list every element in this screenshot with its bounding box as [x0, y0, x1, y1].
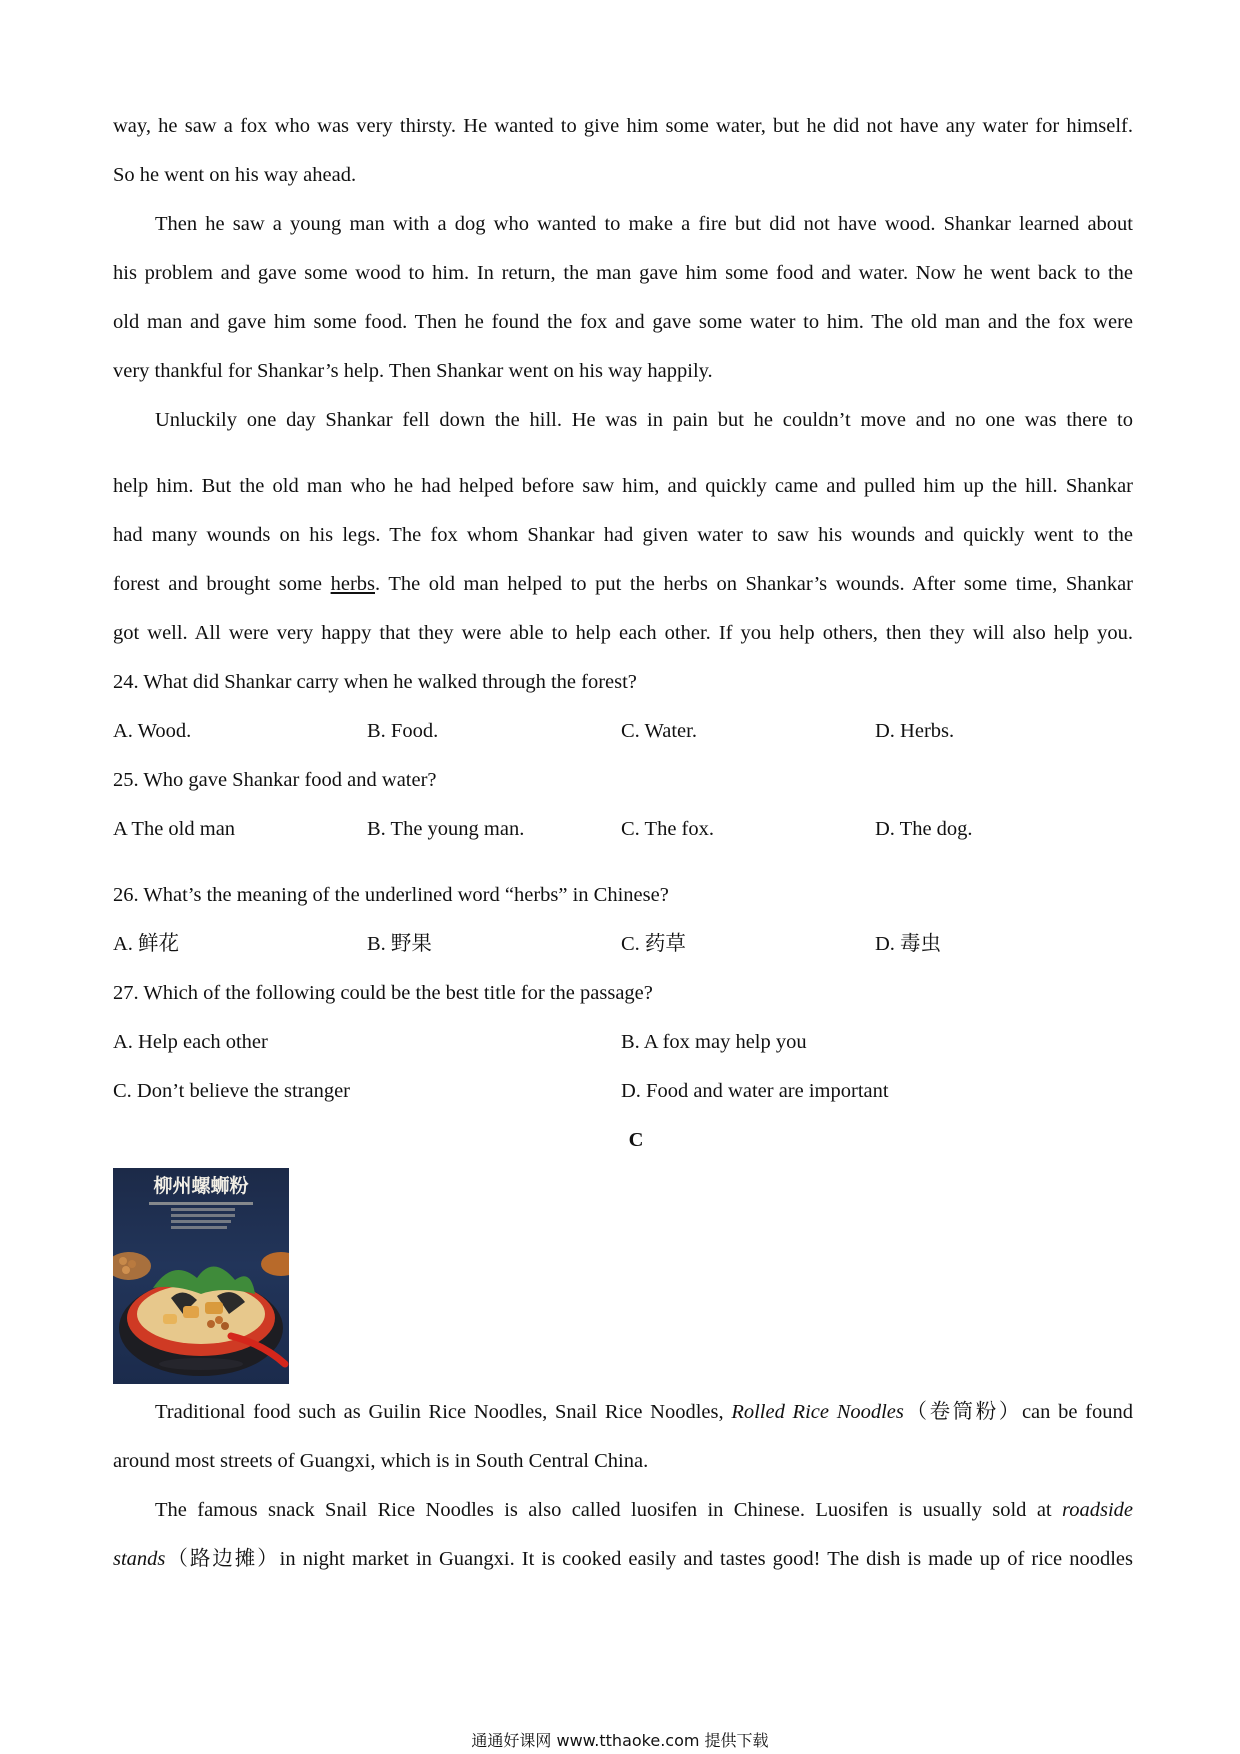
image-title-text: 柳州螺蛳粉 — [153, 1175, 249, 1197]
section-c-para2-line2 — [113, 1535, 1133, 1584]
passage-line-herbs — [113, 560, 1133, 609]
page-footer: 通通好课网 www.tthaoke.com 提供下载 — [471, 1731, 769, 1750]
para1-italic-term: Rolled Rice Noodles — [731, 1401, 904, 1423]
option-b: B. 野果 — [367, 933, 432, 955]
option-d: D. Herbs. — [875, 720, 955, 742]
question-26-options — [113, 920, 1133, 969]
passage-line: way, he saw a fox who was very thirsty. He wanted to give him some water, but he did not have any water for himself. — [113, 115, 1133, 137]
para1-text-after: （卷筒粉）can be found — [903, 1401, 1133, 1423]
underlined-word-herbs: herbs — [330, 573, 375, 595]
section-c-para1-line1 — [113, 1388, 1133, 1437]
passage-line: Then he saw a young man with a dog who wanted to make a fire but did not have wood. Shankar learned about — [155, 213, 1133, 235]
para2-italic-term: roadside — [1062, 1499, 1133, 1521]
question-27-options-row2 — [113, 1067, 1133, 1116]
question-25-options — [113, 805, 1133, 854]
question-24-options — [113, 707, 1133, 756]
option-d: D. The dog. — [875, 818, 973, 840]
option-a: A. Help each other — [113, 1031, 268, 1053]
option-c: C. 药草 — [621, 933, 686, 955]
document-content — [113, 102, 1133, 1584]
question-26-stem: 26. What’s the meaning of the underlined word “herbs” in Chinese? — [113, 884, 669, 906]
option-c: C. The fox. — [621, 818, 715, 840]
option-c: C. Water. — [621, 720, 697, 742]
option-b: B. Food. — [367, 720, 439, 742]
option-d: D. 毒虫 — [875, 933, 942, 955]
option-b: B. A fox may help you — [621, 1031, 807, 1053]
question-27-options-row1 — [113, 1018, 1133, 1067]
herbs-line-before: forest and brought some — [113, 573, 331, 595]
para2-text-after: （路边摊）in night market in Guangxi. It is cooked easily and tastes good! The dish is made up of rice noodles — [165, 1548, 1133, 1570]
section-c-para1-line2: around most streets of Guangxi, which is in South Central China. — [113, 1450, 649, 1472]
snail-rice-noodles-poster-image — [113, 1168, 289, 1384]
question-24-stem: 24. What did Shankar carry when he walked through the forest? — [113, 671, 637, 693]
passage-line: his problem and gave some wood to him. In return, the man gave him some food and water. Now he went back to the — [113, 262, 1133, 284]
herbs-line-after: . The old man helped to put the herbs on Shankar’s wounds. After some time, Shankar — [375, 573, 1133, 595]
para2-italic-term-stands: stands — [113, 1548, 166, 1570]
passage-line: very thankful for Shankar’s help. Then Shankar went on his way happily. — [113, 360, 713, 382]
section-c-para2-line1 — [113, 1486, 1133, 1535]
option-d: D. Food and water are important — [621, 1080, 889, 1102]
passage-line: Unluckily one day Shankar fell down the hill. He was in pain but he couldn’t move and no one was there to — [155, 409, 1133, 431]
section-c-label: C — [628, 1129, 644, 1151]
question-27-stem: 27. Which of the following could be the best title for the passage? — [113, 982, 653, 1004]
option-a: A. Wood. — [113, 720, 192, 742]
para2-text: The famous snack Snail Rice Noodles is also called luosifen in Chinese. Luosifen is usually sold at — [155, 1499, 1062, 1521]
option-b: B. The young man. — [367, 818, 525, 840]
passage-line: So he went on his way ahead. — [113, 164, 357, 186]
para1-text: Traditional food such as Guilin Rice Noodles, Snail Rice Noodles, — [155, 1401, 732, 1423]
passage-line: old man and gave him some food. Then he found the fox and gave some water to him. The old man and the fox were — [113, 311, 1133, 333]
passage-line: got well. All were very happy that they were able to help each other. If you help others, then they will also help you. — [113, 622, 1133, 644]
passage-line: help him. But the old man who he had helped before saw him, and quickly came and pulled him up the hill. Shankar — [113, 475, 1133, 497]
option-a: A The old man — [113, 818, 236, 840]
option-a: A. 鲜花 — [113, 933, 180, 955]
noodle-bowl-illustration — [113, 1168, 289, 1384]
passage-line: had many wounds on his legs. The fox whom Shankar had given water to saw his wounds and quickly went to the — [113, 524, 1133, 546]
option-c: C. Don’t believe the stranger — [113, 1080, 351, 1102]
question-25-stem: 25. Who gave Shankar food and water? — [113, 769, 437, 791]
